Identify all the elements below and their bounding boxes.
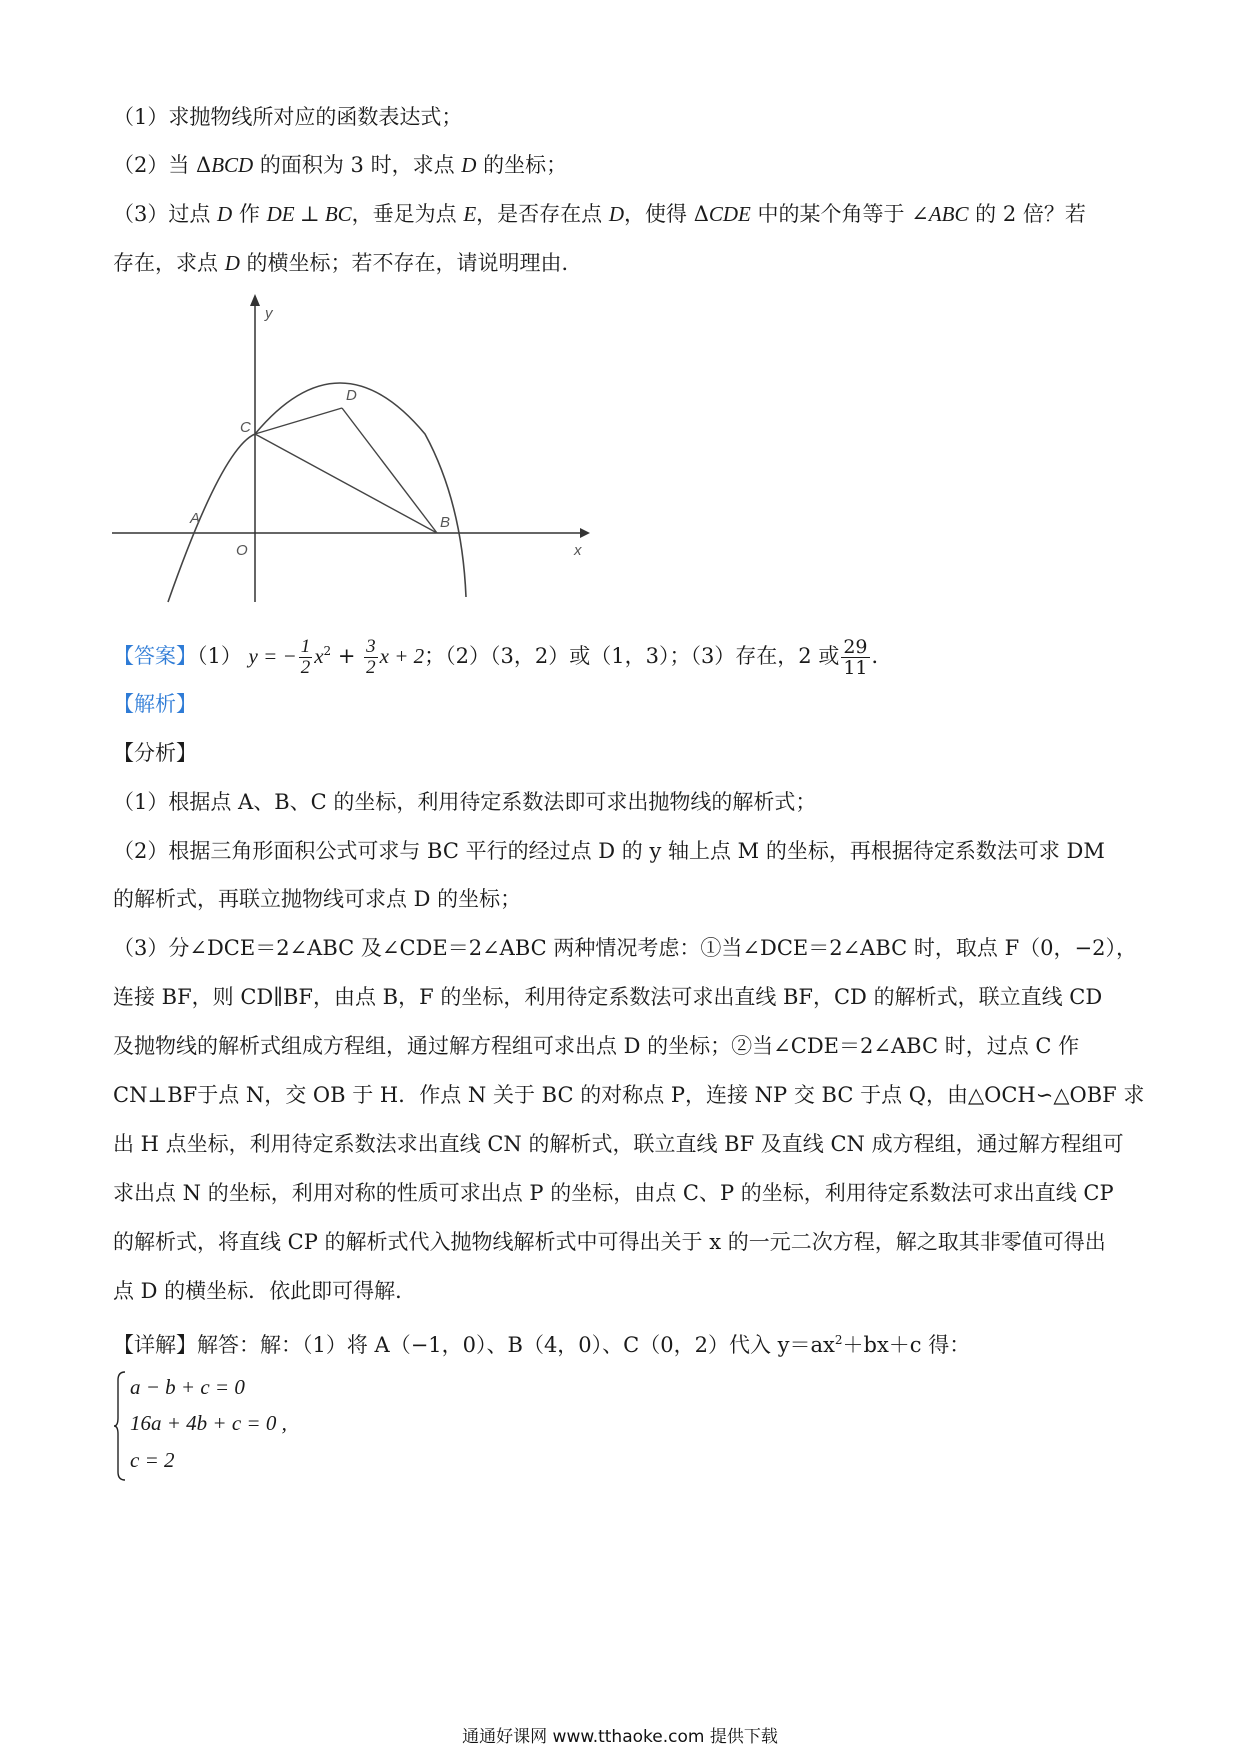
label-c: C (240, 419, 251, 436)
parabola-figure (110, 292, 590, 612)
analysis-3-line-3: 及抛物线的解析式组成方程组，通过解方程组可求出点 D 的坐标；②当∠CDE＝2∠ABC 时，过点 C 作 (113, 1034, 1080, 1058)
label-x: x (574, 542, 582, 559)
label-d: D (346, 387, 357, 404)
label-a: A (190, 510, 201, 527)
fenxi-heading: 【分析】 (113, 741, 197, 765)
equation-2: 16a + 4b + c = 0 , (130, 1411, 287, 1435)
analysis-2-line-1: （2）根据三角形面积公式可求与 BC 平行的经过点 D 的 y 轴上点 M 的坐标，再根据待定系数法可求 DM (113, 839, 1105, 863)
label-y: y (265, 305, 273, 322)
analysis-3-line-8: 点 D 的横坐标．依此即可得解． (113, 1279, 417, 1303)
detail-line: 【详解】解答：解：（1）将 A（−1，0）、B（4，0）、C（0，2）代入 $y=ax^2+bx+c$ 得： (113, 1333, 971, 1357)
question-part-2: （2）当 ΔBCD 的面积为 3 时，求点 D 的坐标； (113, 153, 568, 177)
answer-tag: 【答案】 (113, 644, 197, 668)
question-part-1: （1）求抛物线所对应的函数表达式； (113, 105, 463, 129)
jiexi-heading: 【解析】 (113, 692, 197, 716)
segment-db (342, 408, 437, 533)
analysis-3-line-4: CN⊥BF于点 N，交 OB 于 H．作点 N 关于 BC 的对称点 P，连接 NP 交 BC 于点 Q，由△OCH∽△OBF 求 (113, 1083, 1145, 1107)
footer-source: 通通好课网 www.tthaoke.com 提供下载 (462, 1727, 778, 1747)
equation-1: a − b + c = 0 (130, 1375, 245, 1399)
fraction-three-half: $\frac{3}{2}$ (366, 636, 376, 678)
label-o: O (236, 542, 248, 559)
analysis-1: （1）根据点 A、B、C 的坐标，利用待定系数法即可求出抛物线的解析式； (113, 790, 817, 814)
segment-cd (255, 408, 342, 434)
fraction-29-11: $\frac{29}{11}$ (843, 636, 868, 679)
question-part-3: （3）过点 D 作 DE ⊥ BC，垂足为点 E，是否存在点 D，使得 ΔCDE 中的某个角等于 ∠ABC 的 2 倍？若 (113, 202, 1086, 226)
analysis-3-line-7: 的解析式，将直线 CP 的解析式代入抛物线解析式中可得出关于 x 的一元二次方程，解之取其非零值可得出 (113, 1230, 1106, 1254)
answer-line: 【答案】（1） y = − $\frac{1}{2}$ $x^2$ + $\frac{3}{2}$ x + 2；（2）（3，2）或（1，3）；（3）存在，2 或 $\frac{29}{11}$ ． (113, 636, 893, 679)
fraction-one-half: $\frac{1}{2}$ (300, 636, 311, 678)
analysis-3-line-1: （3）分∠DCE＝2∠ABC 及∠CDE＝2∠ABC 两种情况考虑：①当∠DCE＝2∠ABC 时，取点 F（0，−2）， (113, 936, 1137, 960)
equation-3: c = 2 (130, 1448, 175, 1472)
analysis-3-line-6: 求出点 N 的坐标，利用对称的性质可求出点 P 的坐标，由点 C、P 的坐标，利用待定系数法可求出直线 CP (113, 1181, 1114, 1205)
analysis-2-line-2: 的解析式，再联立抛物线可求点 D 的坐标； (113, 887, 522, 911)
label-b: B (440, 514, 451, 531)
y-axis-arrow (250, 294, 260, 306)
x-axis-arrow (580, 528, 590, 538)
analysis-3-line-2: 连接 BF，则 CD∥BF，由点 B，F 的坐标，利用待定系数法可求出直线 BF，CD 的解析式，联立直线 CD (113, 985, 1103, 1009)
segment-cb (255, 434, 437, 533)
question-part-3-cont: 存在，求点 D 的横坐标；若不存在，请说明理由． (113, 251, 583, 275)
equation-system-brace (113, 1370, 127, 1482)
analysis-3-line-5: 出 H 点坐标，利用待定系数法求出直线 CN 的解析式，联立直线 BF 及直线 CN 成方程组，通过解方程组可 (113, 1132, 1124, 1156)
